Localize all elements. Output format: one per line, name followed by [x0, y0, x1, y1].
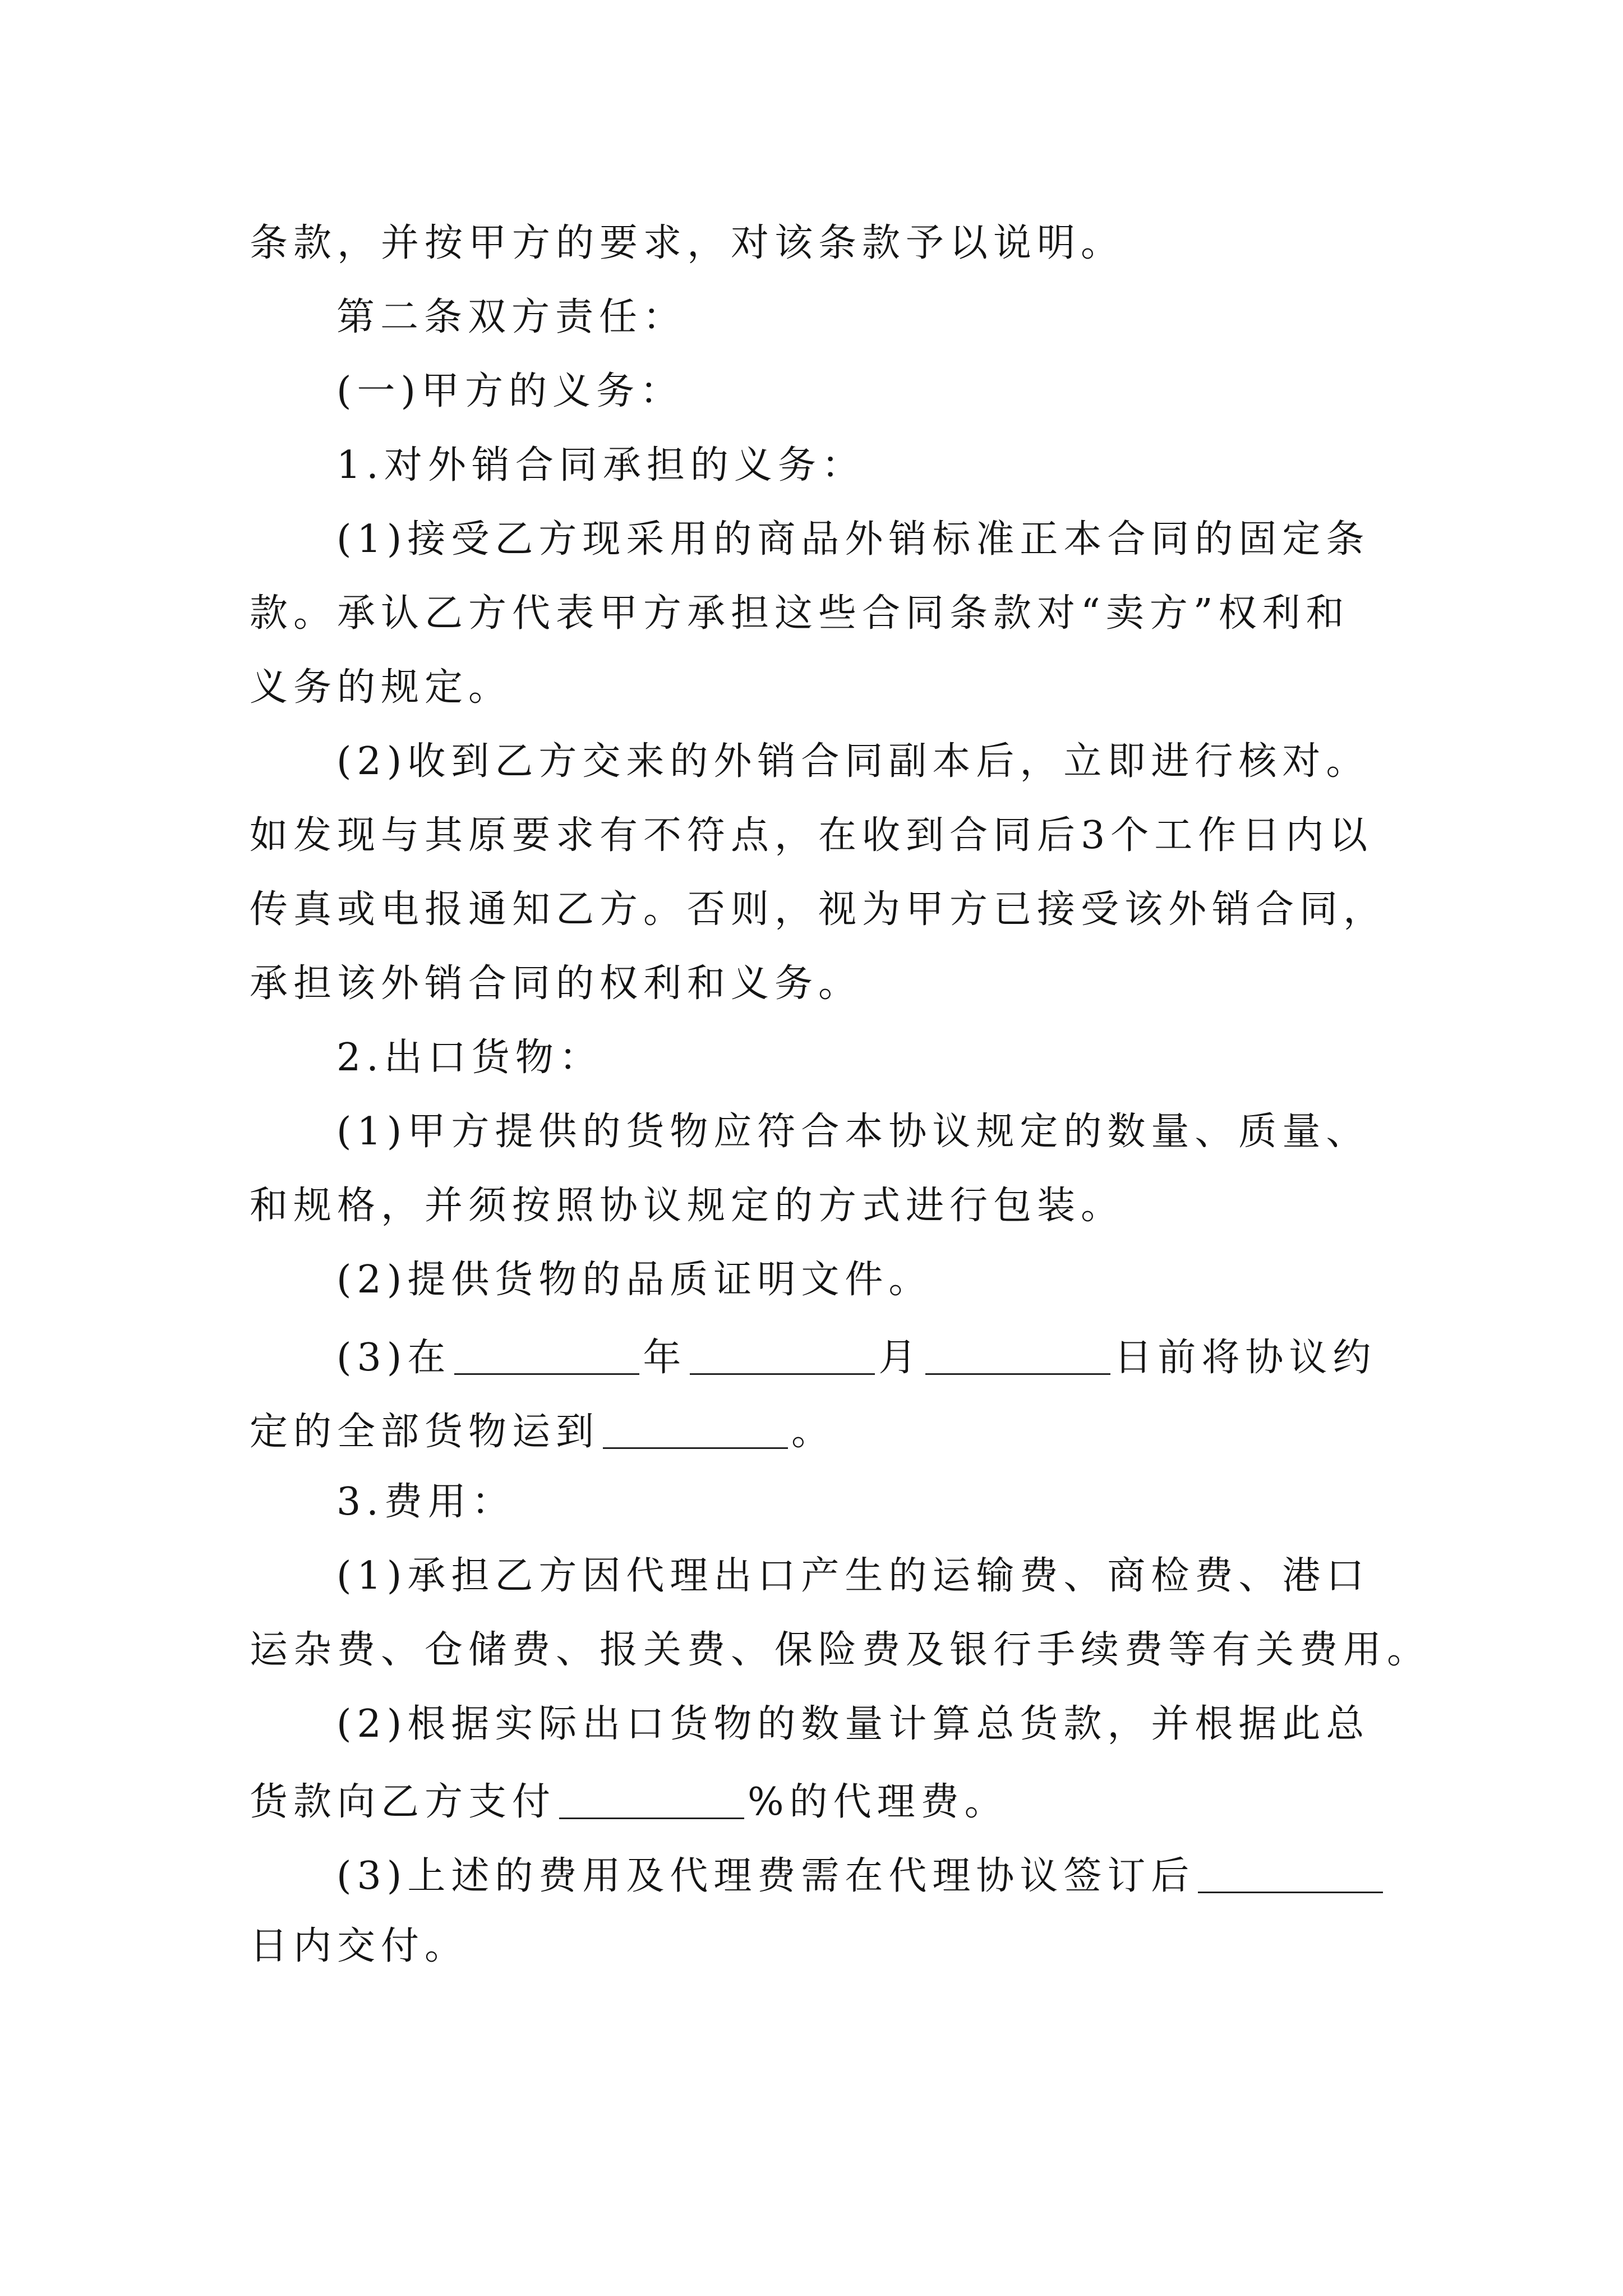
payment-term-line	[336, 1853, 1469, 1898]
payment-days-blank[interactable]	[1198, 1853, 1383, 1893]
destination-prefix: 定的全部货物运到	[250, 1409, 600, 1454]
paragraph-line: 运杂费、仓储费、报关费、保险费及银行手续费等有关费用。	[250, 1628, 1431, 1672]
paragraph-line: 如发现与其原要求有不符点，在收到合同后3个工作日内以	[250, 813, 1373, 858]
paragraph-line: 日内交付。	[250, 1924, 469, 1968]
delivery-date-line	[336, 1335, 1469, 1380]
paragraph-line: (2)收到乙方交来的外销合同副本后，立即进行核对。	[336, 739, 1370, 784]
paragraph-line: 义务的规定。	[250, 665, 513, 710]
destination-line	[250, 1409, 1382, 1454]
paragraph-line: 条款，并按甲方的要求，对该条款予以说明。	[250, 221, 1125, 265]
paragraph-line: 承担该外销合同的权利和义务。	[250, 961, 863, 1006]
paragraph-line: (2)根据实际出口货物的数量计算总货款，并根据此总	[336, 1702, 1370, 1746]
month-label: 月	[878, 1335, 923, 1380]
year-blank[interactable]	[454, 1335, 639, 1375]
clause-heading: 1.对外销合同承担的义务：	[336, 443, 865, 487]
agency-fee-suffix: %的代理费。	[748, 1779, 1008, 1824]
day-blank[interactable]	[925, 1335, 1110, 1375]
section-heading: 第二条双方责任：	[336, 295, 687, 339]
paragraph-line: (1)承担乙方因代理出口产生的运输费、商检费、港口	[336, 1554, 1370, 1598]
agency-fee-blank[interactable]	[559, 1779, 744, 1819]
subsection-heading: (一)甲方的义务：	[336, 369, 684, 413]
month-blank[interactable]	[690, 1335, 875, 1375]
paragraph-line: 传真或电报通知乙方。否则，视为甲方已接受该外销合同，	[250, 887, 1387, 932]
delivery-suffix: 日前将协议约	[1114, 1335, 1377, 1380]
delivery-prefix: (3)在	[336, 1335, 451, 1380]
paragraph-line: (1)甲方提供的货物应符合本协议规定的数量、质量、	[336, 1110, 1370, 1154]
paragraph-line: (1)接受乙方现采用的商品外销标准正本合同的固定条	[336, 517, 1370, 562]
paragraph-line: 和规格，并须按照协议规定的方式进行包装。	[250, 1184, 1125, 1228]
agency-fee-prefix: 货款向乙方支付	[250, 1779, 556, 1824]
destination-blank[interactable]	[603, 1409, 788, 1449]
payment-term-prefix: (3)上述的费用及代理费需在代理协议签订后	[336, 1853, 1195, 1898]
paragraph-line: 款。承认乙方代表甲方承担这些合同条款对“卖方”权利和	[250, 591, 1350, 636]
year-label: 年	[643, 1335, 687, 1380]
agency-fee-line	[250, 1779, 1382, 1824]
paragraph-line: (2)提供货物的品质证明文件。	[336, 1258, 933, 1302]
clause-heading: 2.出口货物：	[336, 1036, 603, 1080]
clause-heading: 3.费用：	[336, 1480, 515, 1524]
destination-suffix: 。	[791, 1409, 836, 1454]
